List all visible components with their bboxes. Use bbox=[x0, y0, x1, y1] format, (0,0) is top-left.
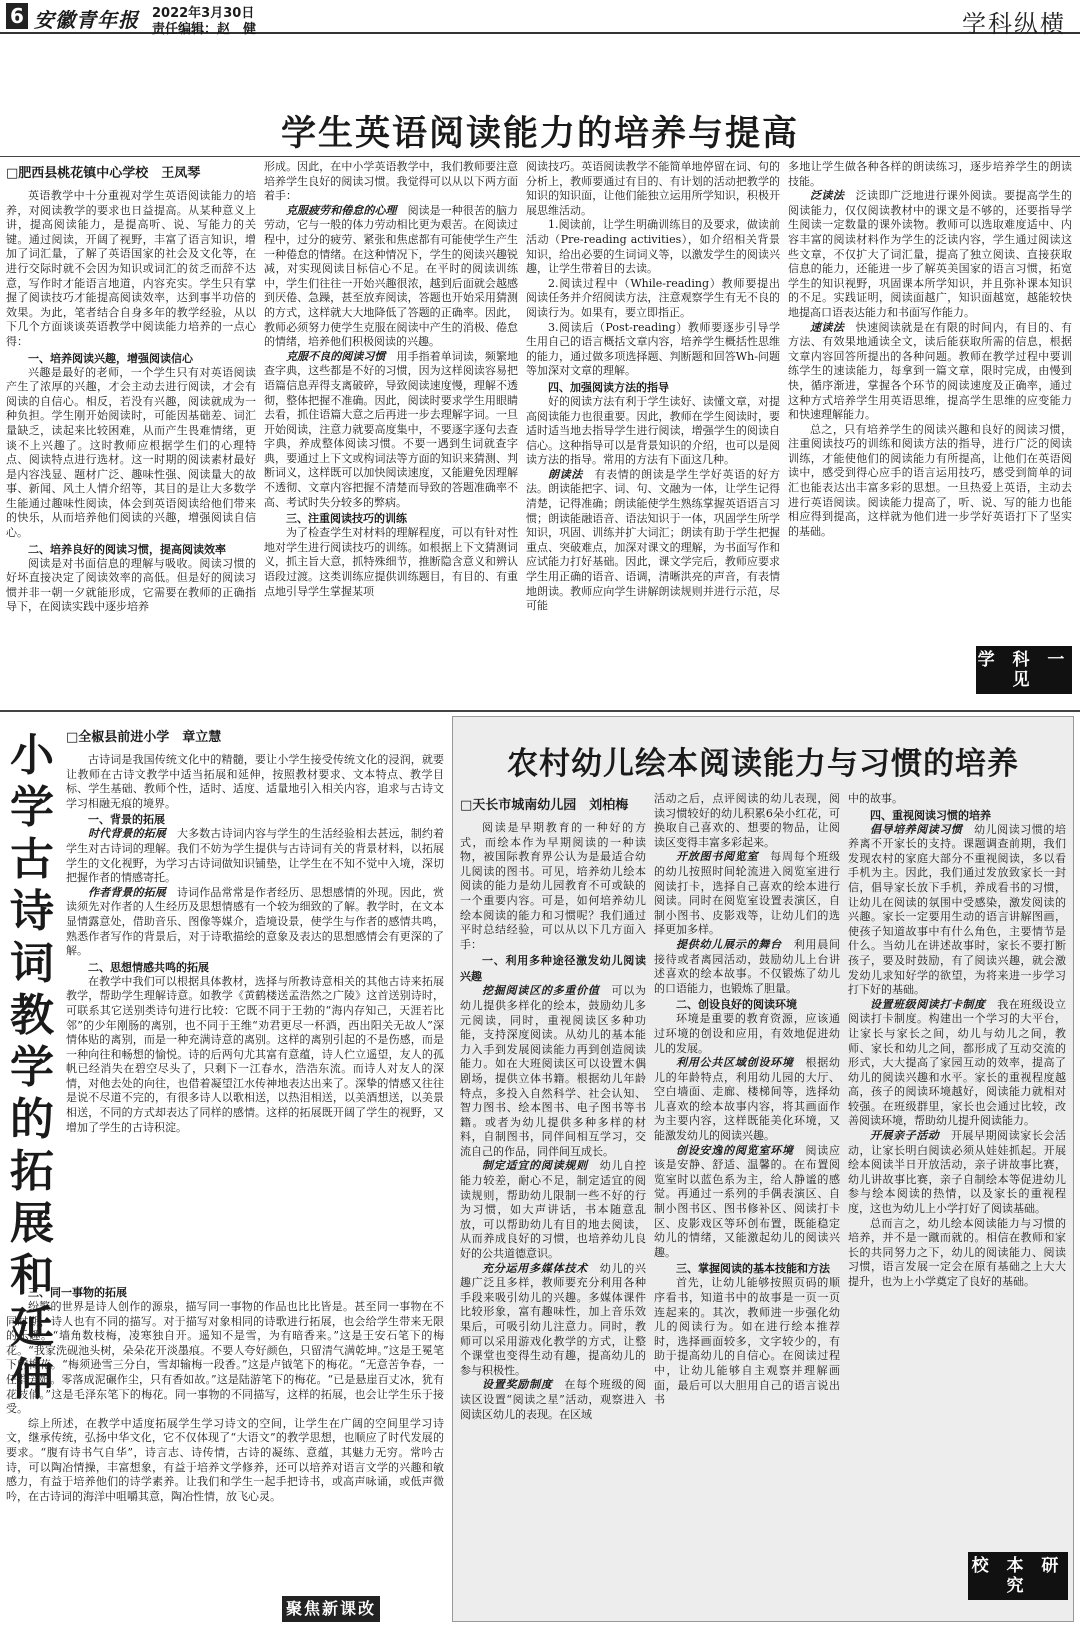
section-heading: 二、培养良好的阅读习惯，提高阅读效率 bbox=[28, 542, 226, 556]
paragraph: 为了检查学生对材料的理解程度，可以有针对性地对学生进行阅读技巧的训练。如根据上下文猜测词义，抓主旨大意，抓特殊细节，推断隐含意义和辨认语段过渡。这类训练应提供训练题目，有目的、有重点地引导学生掌握某项 bbox=[264, 526, 518, 598]
paragraph: 1.阅读前，让学生明确训练目的及要求，做读前活动（Pre-reading activities），如介绍相关背景知识，给出必要的生词词义等，以激发学生的阅读兴趣，让学生带着目的去读。 bbox=[526, 218, 780, 276]
page-number: 6 bbox=[6, 3, 28, 29]
paragraph-text: 用手指着单词读，频繁地查字典，这些都是不好的习惯，因为这样阅读容易把语篇信息弄得支离破碎，导致阅读速度慢，理解不透彻，整体把握不准确。因此，阅读时要求学生用眼睛去看，抓住语篇大意之后再进一步去理解字词。一旦开始阅读，注意力就要高度集中，不要逐字逐句去查字典，养成整体阅读习惯。不要一遇到生词就查字典，要通过上下文或构词法等方面的知识来猜测、判断词义，这样既可以加快阅读速度，又能避免因理解不透彻、文章内容把握不清楚而导致的答题准确率不高、考试时失分较多的弊病。 bbox=[264, 349, 518, 509]
paragraph: 综上所述，在教学中适度拓展学生学习诗文的空间，让学生在广阔的空间里学习诗文，继承传统，弘扬中华文化，它不仅体现了“大语文”的教学思想，也顺应了时代发展的要求。“腹有诗书气自华”，诗言志、诗传情，古诗的凝练、意蕴，其魅力无穷。常吟古诗，可以陶冶情操，丰富想象，有益于培养文学修养，还可以培养对语言文学的兴趣和敏感力，有益于培养他们的诗学素养。让我们和学生一起手把诗书，或高声咏诵，或低声微吟，在古诗词的海洋中咀嚼其意，陶冶性情，放飞心灵。 bbox=[6, 1416, 444, 1503]
paragraph bbox=[848, 1129, 1066, 1217]
article1-col2 bbox=[264, 160, 518, 704]
paragraph: 阅读是对书面信息的理解与吸收。阅读习惯的好坏直接决定了阅读效率的高低。但是好的阅读习惯并非一朝一夕就能形成，它需要在教师的正确指导下，在阅读实践中逐步培养 bbox=[6, 556, 256, 614]
paragraph-text: 每周每个班级的幼儿按照时间轮流进入阅览室进行阅读打卡，选择自己喜欢的绘本进行阅读。同时在阅览室设置表演区，自制小图书、皮影戏等，让幼儿们的选择更加多样。 bbox=[654, 850, 840, 937]
article1-byline: □肥西县桃花镇中心学校 王凤琴 bbox=[6, 166, 201, 181]
article3-title: 农村幼儿绘本阅读能力与习惯的培养 bbox=[507, 746, 1019, 782]
issue-date: 2022年3月30日 bbox=[152, 6, 255, 21]
paragraph: 多地让学生做各种各样的朗读练习，逐步培养学生的朗读技能。 bbox=[788, 160, 1072, 188]
article3-col3 bbox=[848, 792, 1066, 1614]
paragraph bbox=[460, 1262, 646, 1379]
section-heading: 四、重视阅读习惯的培养 bbox=[870, 808, 991, 822]
paragraph: 首先，让幼儿能够按照页码的顺序看书，知道书中的故事是一页一页连起来的。其次，教师进一步强化幼儿的阅读行为。如在进行绘本推荐时，选择画面较多，文字较少的，有助于提高幼儿的自信心。在阅读过程中，让幼儿能够自主观察并理解画面，最后可以大胆用自己的语言说出书 bbox=[654, 1276, 840, 1407]
paragraph: 阅读技巧。英语阅读教学不能简单地停留在词、句的分析上，教师要通过有目的、有计划的活动把教学的知识的知识面，让他们能独立运用所学知识，积极开展思维活动。 bbox=[526, 160, 780, 217]
paragraph-text: 在每个班级的阅读区设置“阅读之星”活动，观察进入阅读区幼儿的表现。在区域 bbox=[460, 1378, 646, 1421]
paragraph: 总之，只有培养学生的阅读兴趣和良好的阅读习惯，注重阅读技巧的训练和阅读方法的指导，进行广泛的阅读训练，才能使他们的阅读能力有所提高，让他们在英语阅读中，感受到得心应手的语言运用技巧，感受到简单的词汇也能表达出丰富多彩的思想。一旦热爱上英语，主动去进行英语阅读。阅读能力提高了，听、说、写的能力也能相应得到提高，这样就为他们进一步学好英语打下了坚实的基础。 bbox=[788, 422, 1072, 538]
column-stamp: 学 科 一 见 bbox=[976, 646, 1072, 694]
section-heading: 三、注重阅读技巧的训练 bbox=[286, 512, 407, 526]
paragraph bbox=[66, 886, 444, 959]
paragraph-text: 幼儿自控能力较差，耐心不足，制定适宜的阅读规则，帮助幼儿限制一些不好的行为习惯，如大声讲话，书本随意乱放，可以帮助幼儿有目的地去阅读，从而养成良好的习惯，也培养幼儿良好的公共道德意识。 bbox=[460, 1159, 646, 1261]
subheading: 开放图书阅览室 bbox=[676, 850, 759, 864]
paragraph bbox=[66, 827, 444, 885]
paragraph-text: 根据幼儿的年龄特点，利用幼儿园的大厅、空白墙面、走廊、楼梯间等，选择幼儿喜欢的绘本故事内容，将其画面作为主要内容，这样既能美化环境，又能激发幼儿的阅读兴趣。 bbox=[654, 1056, 840, 1143]
subheading: 克服不良的阅读习惯 bbox=[286, 349, 386, 363]
subheading: 倡导培养阅读习惯 bbox=[870, 822, 963, 836]
paragraph: 英语教学中十分重视对学生英语阅读能力的培养，对阅读教学的要求也日益提高。从某种意义上讲，提高阅读能力，是提高听、说、写能力的关键。通过阅读，开阔了视野，丰富了语言知识，增加了词汇量，了解了英语国家的社会及文化等，在进行交际时就不会因为知识或词汇的贫乏而辞不达意，写作时才能语言地道，内容充实。学生只有掌握了阅读技巧才能提高阅读效率，达到事半功倍的效果。为此，笔者结合自身多年的教学经验，从以下几个方面谈谈英语教学中阅读能力培养的一点心得： bbox=[6, 189, 256, 348]
article2-col-upper bbox=[66, 724, 444, 1184]
paragraph-text: 可以为幼儿提供多样化的绘本，鼓励幼儿多元阅读，同时，重视阅读区多种功能，支持深度阅读。从幼儿的基本能力入手到发展阅读能力再到创造阅读能力。如在大班阅读区可以设置木偶剧场，提供立体书籍。根据幼儿年龄特点，多投入自然科学、社会认知、智力图书、绘本图书、电子图书等书籍。或者为幼儿提供多种多样的材料，自制图书，同伴间相互学习，交流自己的作品，同伴间互成长。 bbox=[460, 984, 646, 1158]
article1-col3 bbox=[526, 160, 780, 704]
paragraph: 兴趣是最好的老师，一个学生只有对英语阅读产生了浓厚的兴趣，才会主动去进行阅读，才会有阅读的自信心。相反，若没有兴趣，阅读就成为一种负担。学生刚开始阅读时，可能因基础差、词汇量缺乏，读起来比较困难，从而产生畏难情绪，更谈不上兴趣了。这时教师应根据学生们的心理特点、阅读特点进行选材。这一时期的阅读素材最好是内容浅显、题材广泛、趣味性强、阅读量大的故事、新闻、风土人情介绍等，其目的是让大多数学生能通过趣味性阅读，体会到英语阅读给他们带来的快乐，从而培养他们阅读的兴趣，增强阅读自信心。 bbox=[6, 365, 256, 540]
paragraph: 纷繁的世界是诗人创作的源泉，描写同一事物的作品也比比皆是。甚至同一事物在不同时期，诗人也有不同的描写。对于描写对象相同的诗歌进行拓展，也会给学生带来无限的乐趣。“墙角数枝梅，凌寒独自开。遥知不是雪，为有暗香来。”这是王安石笔下的梅花。“我家洗砚池头树，朵朵花开淡墨痕。不要人夸好颜色，只留清气满乾坤。”这是王冕笔下的梅花。“梅须逊雪三分白，雪却输梅一段香。”这是卢钺笔下的梅花。“无意苦争春，一任群芳妒。零落成泥碾作尘，只有香如故。”这是陆游笔下的梅花。“已是悬崖百丈冰，犹有花枝俏。”这是毛泽东笔下的梅花。同一事物的不同描写，这样的拓展，也会让学生乐于接受。 bbox=[6, 1300, 444, 1416]
paragraph bbox=[460, 1159, 646, 1261]
section-heading: 三、掌握阅读的基本技能和方法 bbox=[676, 1262, 830, 1276]
paragraph: 2.阅读过程中（While-reading）教师要提出阅读任务并介绍阅读方法，注意观察学生有无不良的阅读行为。如果有，要立即指正。 bbox=[526, 276, 780, 319]
paragraph bbox=[654, 1144, 840, 1261]
subheading: 时代背景的拓展 bbox=[88, 827, 166, 841]
paragraph: 古诗词是我国传统文化中的精髓，要让小学生接受传统文化的浸润，就要让教师在古诗文教学中适当拓展和延伸，按照教材要求、文本特点、教学目标、学生基础、教师个性，适时、适度、适量地引入相关内容，追求与古诗文学习相融无痕的境界。 bbox=[66, 753, 444, 810]
section-heading: 二、创设良好的阅读环境 bbox=[676, 998, 797, 1012]
article3-col1 bbox=[460, 792, 646, 1614]
section-name: 学科纵横 bbox=[962, 10, 1066, 38]
editor-credit: 责任编辑：赵 健 bbox=[152, 22, 257, 37]
paragraph-text: 幼儿阅读习惯的培养离不开家长的支持。课题调查前期，我们发现农村的家庭大部分不重视阅读，多以看手机为主。因此，我们通过发放致家长一封信，倡导家长放下手机，养成看书的习惯，让幼儿在阅读的氛围中受感染，激发阅读的兴趣。家长一定要用生动的语言讲解图画，使孩子知道故事中有什么角色，主要情节是什么。当幼儿在讲述故事时，家长不要打断孩子，要及时鼓励，有了阅读兴趣，就会激发幼儿求知好学的欲望，为将来进一步学习打下好的基础。 bbox=[848, 822, 1066, 997]
paragraph-text: 阅读应该是安静、舒适、温馨的。在布置阅览室时以蓝色系为主，给人静谧的感觉。再通过一系列的手偶表演区、自制小图书区、图书修补区、阅读打卡区、皮影戏区等环创布置，既能稳定幼儿的情绪，又能激起幼儿的阅读兴趣。 bbox=[654, 1143, 840, 1259]
article2-title: 小学古诗词教学的拓展和延伸 bbox=[10, 730, 54, 1405]
subheading: 设置奖励制度 bbox=[482, 1378, 553, 1392]
article3-byline: □天长市城南幼儿园 刘柏梅 bbox=[460, 798, 629, 813]
paragraph bbox=[654, 938, 840, 996]
section-heading: 一、培养阅读兴趣，增强阅读信心 bbox=[28, 351, 193, 365]
paragraph bbox=[788, 321, 1072, 423]
paragraph: 在教学中我们可以根据具体教材，选择与所教诗意相关的其他古诗来拓展教学，帮助学生理解诗意。如教学《黄鹤楼送孟浩然之广陵》这首送别诗时，可联系其它送别类诗句进行比较：它既不同于王勃的“海内存知己，天涯若比邻”的少年刚肠的离别，也不同于王维“劝君更尽一杯酒，西出阳关无故人”深情体贴的离别，而是一种充满诗意的离别。这样的离别引起的不是伤感，而是一种向往和畅想的愉悦。诗的后两句尤其富有意蕴，诗人伫立遥望，友人的孤帆已经消失在碧空尽头了，只剩下一江春水，浩浩东流。而诗人对友人的深情，对他去处的向往，也借着凝望江水传神地表达出来了。深挚的情感又往往是说不尽道不完的，有很多诗人以歌相送，以热泪相送，以美酒想送，以美景相送，不同的方式却表达了同样的感情。这样的拓展既开阔了学生的视野，又增加了学生的古诗积淀。 bbox=[66, 974, 444, 1134]
paragraph bbox=[654, 1056, 840, 1144]
paragraph-text: 诗词作品常常是作者经历、思想感情的外现。因此，赏读须先对作者的人生经历及思想情感有一个较为细致的了解。教学时，在文本显情露意处，借助音乐、图像等媒介，造境设景，使学生与作者的感情共鸣，熟悉作者写作的背景后，对于诗歌描绘的意象及表达的思想感情会有更深的了解。 bbox=[66, 885, 444, 958]
paragraph: 好的阅读方法有利于学生读好、读懂文章，对提高阅读能力也很重要。因此，教师在学生阅读时，要适时适当地去指导学生进行阅读，增强学生的阅读自信心。这种指导可以是背景知识的介绍，也可以是阅读方法的指导。常用的方法有下面这几种。 bbox=[526, 394, 780, 467]
paragraph: 中的故事。 bbox=[848, 792, 903, 805]
subheading: 制定适宜的阅读规则 bbox=[482, 1159, 588, 1173]
section-heading: 三、同一事物的拓展 bbox=[28, 1286, 127, 1299]
subheading: 泛读法 bbox=[810, 189, 845, 203]
paragraph-text: 我在班级设立阅读打卡制度。构建出一个学习的大平台，让家长与家长之间，幼儿与幼儿之间，教师、家长和幼儿之间，都形成了互动交流的形式，大大提高了家园互动的效率，提高了幼儿的阅读兴趣和水平。家长的重视程度越高，孩子的阅读环境越好，阅读能力就相对较强。在班级群里，家长也会通过比较，改善阅读环境，帮助幼儿提升阅读能力。 bbox=[848, 997, 1066, 1128]
paragraph: 形成。因此，在中小学英语教学中，我们教师要注意培养学生良好的阅读习惯。我觉得可以从以下两方面着手： bbox=[264, 160, 518, 203]
article3-col2 bbox=[654, 792, 840, 1614]
paragraph-text: 泛读即广泛地进行课外阅读。要提高学生的阅读能力，仅仅阅读教材中的课文是不够的，还要指导学生阅读一定数量的课外读物。教师可以选取难度适中、内容丰富的阅读材料作为学生的泛读内容，学生通过阅读这些文章，不仅扩大了词汇量，提高了独立阅读、直接获取信息的能力，还能进一步了解英美国家的语言习惯，拓宽学生的知识视野，巩固课本所学知识，并且弥补课本知识的不足。实践证明，阅读面越广，知识面越宽，越能较快地提高口语表达能力和书面写作能力。 bbox=[788, 189, 1072, 319]
article2-col-lower bbox=[6, 1284, 444, 1592]
subheading: 充分运用多媒体技术 bbox=[482, 1261, 588, 1275]
paragraph bbox=[654, 850, 840, 938]
subheading: 克服疲劳和倦怠的心理 bbox=[286, 203, 397, 217]
section-heading: 一、利用多种途径激发幼儿阅读兴趣 bbox=[460, 954, 646, 984]
paragraph: 3.阅读后（Post-reading）教师要逐步引导学生用自己的语言概括文章内容，培养学生概括性思维的能力，通过做多项选择题、判断题和回答Wh-问题等加深对文章的理解。 bbox=[526, 320, 780, 378]
section-heading: 四、加强阅读方法的指导 bbox=[548, 380, 669, 394]
paragraph bbox=[526, 468, 780, 614]
subheading: 利用公共区域创设环境 bbox=[676, 1056, 794, 1070]
paragraph-text: 快速阅读就是在有限的时间内，有目的、有方法、有效果地通读全文，读后能获取所需的信息，根据文章内容回答所提出的各种问题。教师在教学过程中要训练学生的速读能力，每拿到一篇文章，限时完成，由慢到快，循序渐进，掌握各个环节的阅读速度及正确率，通过这种方式培养学生用英语思维，提高学生思维的应变能力和快速理解能力。 bbox=[788, 320, 1072, 422]
paragraph bbox=[848, 998, 1066, 1129]
column-footer-tag: 聚焦新课改 bbox=[282, 1596, 380, 1622]
subheading: 挖掘阅读区的多重价值 bbox=[482, 984, 600, 998]
section-heading: 一、背景的拓展 bbox=[88, 813, 165, 827]
paragraph-text: 有表情的朗读是学生学好英语的好方法。朗读能把字、词、句、文融为一体，让学生记得清楚，记得准确；朗读能使学生熟练掌握英语语言习惯；朗读能融语音、语法知识于一体，巩固学生所学知识，巩固、训练并扩大词汇；朗读有助于学生把握重点、突破难点，加深对课文的理解，为书面写作和应试能力打好基础。因此，课文学完后，教师应要求学生用正确的语音、语调，清晰洪亮的声音，有表情地朗读。教师应向学生讲解朗读规则并进行示范，尽可能 bbox=[526, 467, 780, 613]
paragraph-text: 利用晨间接待或者离园活动，鼓励幼儿上台讲述喜欢的绘本故事。不仅锻炼了幼儿的口语能力，也锻炼了胆量。 bbox=[654, 937, 840, 995]
paragraph-text: 幼儿的兴趣广泛且多样，教师要充分利用各种手段来吸引幼儿的兴趣。多媒体课件比较形象，富有趣味性，加上音乐效果后，可吸引幼儿注意力。同时，教师可以采用游戏化教学的方式，让整个课堂也变得生动有趣，提高幼儿的参与积极性。 bbox=[460, 1261, 646, 1377]
paragraph bbox=[848, 823, 1066, 998]
paragraph: 活动之后，点评阅读的幼儿表现，阅读习惯较好的幼儿积累6朵小红花，可换取自己喜欢的、想要的物品，让阅读区变得丰富多彩起来。 bbox=[654, 792, 840, 849]
divider bbox=[0, 156, 1080, 157]
subheading: 提供幼儿展示的舞台 bbox=[676, 937, 782, 951]
page-header bbox=[0, 0, 1080, 38]
paragraph: 环境是重要的教育资源，应该通过环境的创设和应用，有效地促进幼儿的发展。 bbox=[654, 1012, 840, 1055]
paragraph-text: 大多数古诗词内容与学生的生活经验相去甚远，制约着学生对古诗词的理解。我们不妨为学生提供与古诗词有关的背景材料，以拓展学生的文化视野，为学习古诗词做知识铺垫，让学生在不知不觉中入境，深切把握作者的情感寄托。 bbox=[66, 827, 444, 885]
paragraph bbox=[460, 1378, 646, 1422]
divider bbox=[0, 710, 1080, 712]
paragraph: 阅读是早期教育的一种好的方式，而绘本作为早期阅读的一种读物，被国际教育界公认为是最适合幼儿阅读的图书。可见，培养幼儿绘本阅读的能力是幼儿园教育不可或缺的一个重要内容。可是，如何培养幼儿绘本阅读的能力和习惯呢？我们通过平时总结经验，可以从以下几方面入手： bbox=[460, 821, 646, 951]
paragraph bbox=[264, 350, 518, 511]
column-stamp: 校 本 研 究 bbox=[968, 1552, 1068, 1600]
article2-byline: □全椒县前进小学 章立慧 bbox=[66, 730, 222, 745]
paragraph bbox=[460, 984, 646, 1159]
paragraph-text: 阅读是一种很苦的脑力劳动，它与一般的体力劳动相比更为艰苦。在阅读过程中，过分的疲劳、紧张和焦虑都有可能使学生产生一种倦怠的情绪。在这种情况下，学生的阅读兴趣锐减，对实现阅读目标信心不足。在平时的阅读训练中，学生们往往一开始兴趣很浓，越到后面就会越感到厌倦、急躁，甚至放弃阅读，答题也开始采用猜测的方式，这样就大大地降低了答题的正确率。因此，教师必须努力使学生克服在阅读中产生的消极、倦怠的情绪，培养他们积极阅读的兴趣。 bbox=[264, 203, 518, 349]
subheading: 朗读法 bbox=[548, 467, 583, 481]
paragraph bbox=[264, 204, 518, 350]
paragraph bbox=[788, 189, 1072, 320]
section-heading: 二、思想情感共鸣的拓展 bbox=[88, 960, 209, 974]
subheading: 作者背景的拓展 bbox=[88, 885, 166, 899]
article1-title: 学生英语阅读能力的培养与提高 bbox=[280, 113, 799, 154]
newspaper-masthead: 安徽青年报 bbox=[34, 8, 139, 32]
subheading: 设置班级阅读打卡制度 bbox=[870, 997, 986, 1011]
subheading: 速读法 bbox=[810, 320, 845, 334]
article1-col1 bbox=[6, 160, 256, 704]
article1-col4 bbox=[788, 160, 1072, 704]
subheading: 创设安逸的阅览室环境 bbox=[676, 1143, 794, 1157]
subheading: 开展亲子活动 bbox=[870, 1129, 940, 1143]
paragraph: 总而言之，幼儿绘本阅读能力与习惯的培养，并不是一蹴而就的。相信在教师和家长的共同努力之下，幼儿的阅读能力、阅读习惯，语言发展一定会在原有基础之上大大提升，也为上小学奠定了良好的基础。 bbox=[848, 1216, 1066, 1288]
paragraph-text: 开展早期阅读家长会活动，让家长明白阅读必须从娃娃抓起。开展绘本阅读半日开放活动，亲子讲故事比赛，幼儿讲故事比赛，亲子自制绘本等促进幼儿参与绘本阅读的热情，以及家长的重视程度，这也为幼儿上小学打好了阅读基础。 bbox=[848, 1129, 1066, 1216]
